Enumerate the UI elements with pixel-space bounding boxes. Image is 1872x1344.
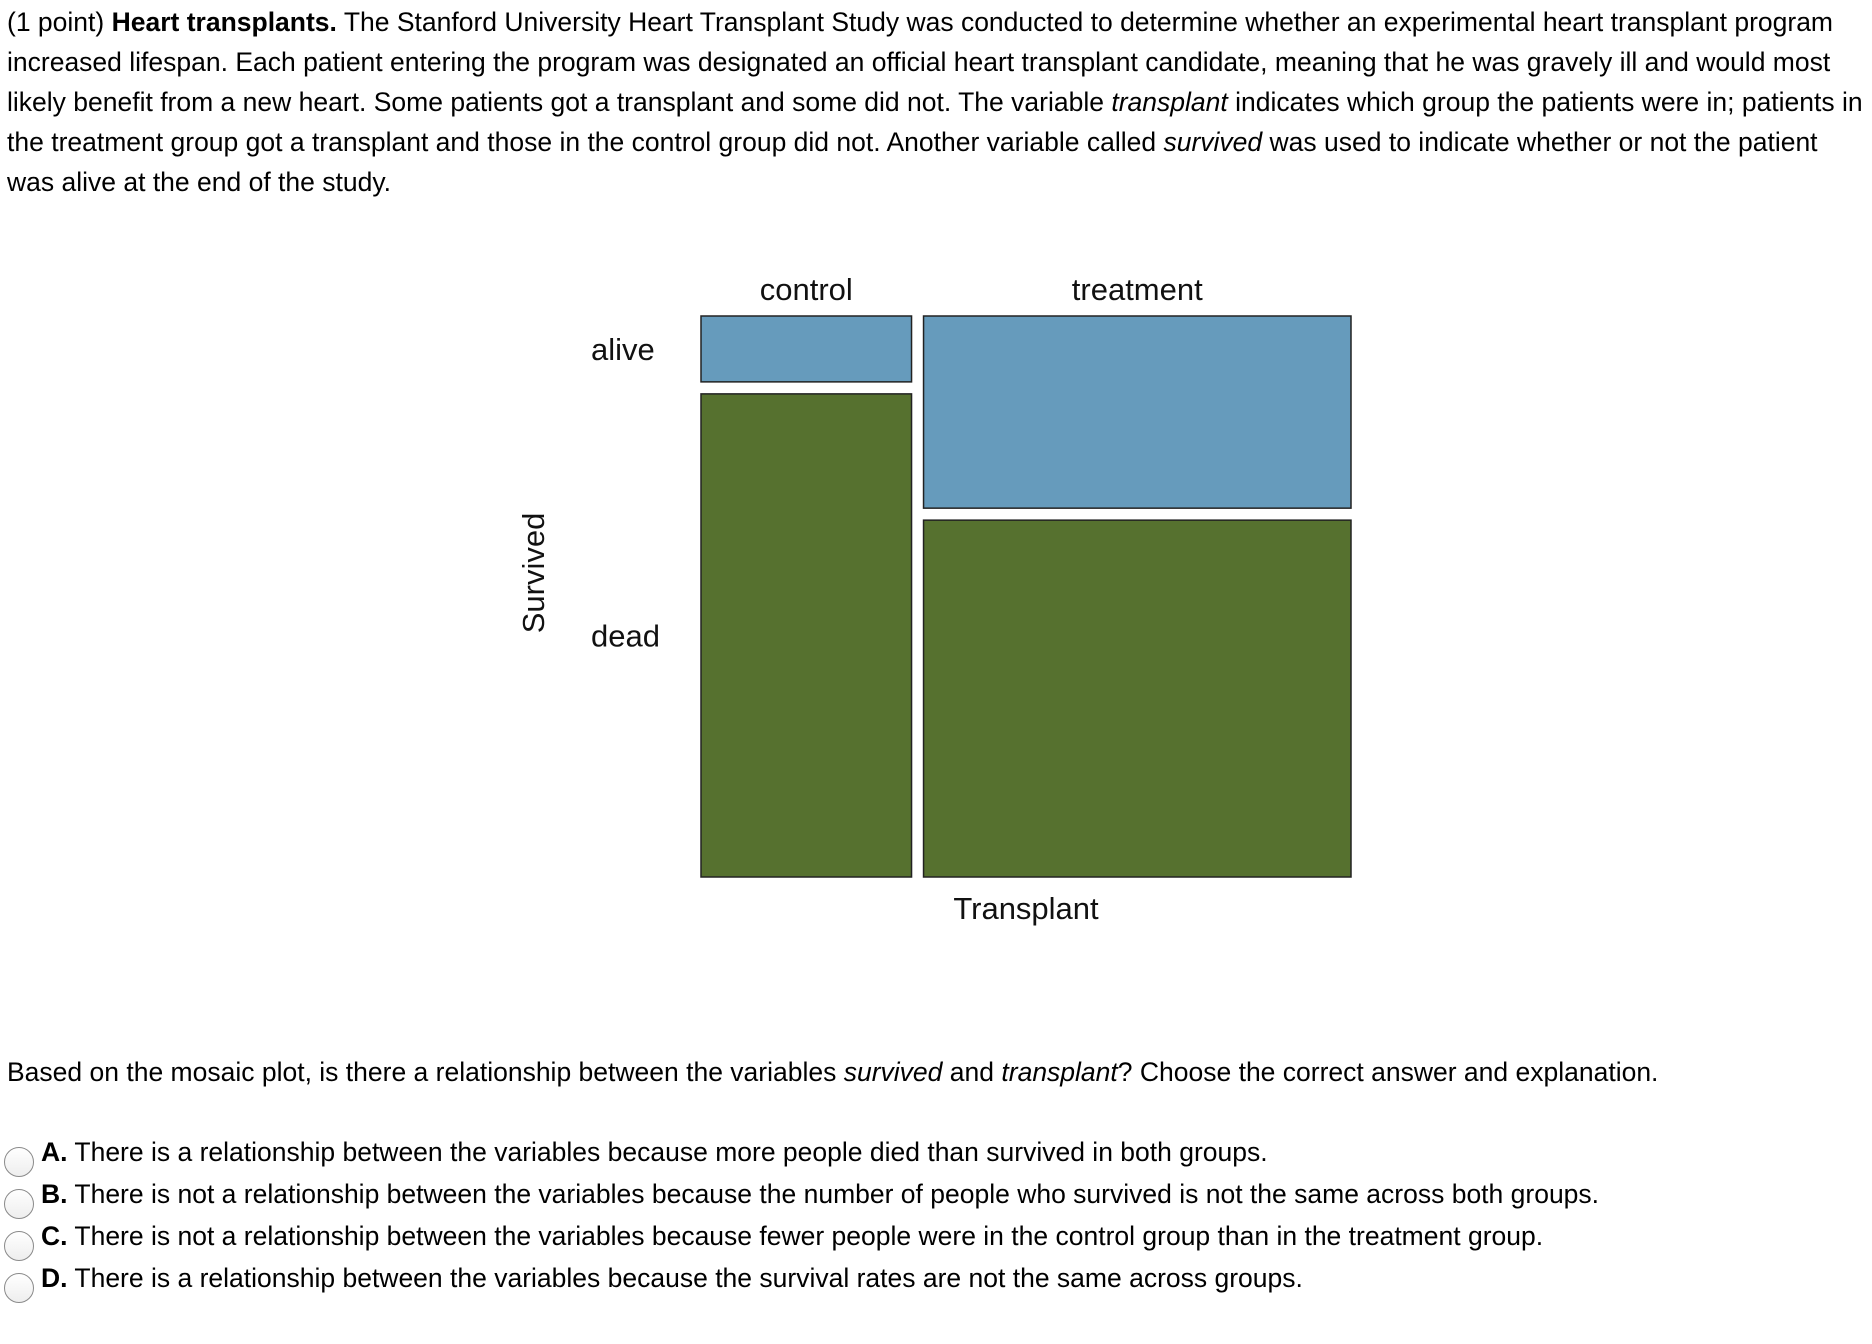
mosaic-cell-treatment-dead (924, 520, 1351, 877)
row-label-dead: dead (591, 618, 660, 654)
option-letter: B. (41, 1179, 68, 1209)
option-a[interactable] (0, 1131, 1872, 1173)
problem-points: (1 point) (7, 7, 105, 37)
question-text-1: Based on the mosaic plot, is there a relationship between the variables (7, 1057, 837, 1087)
problem-title: Heart transplants. (111, 7, 337, 37)
option-d[interactable] (0, 1257, 1872, 1299)
question-var-survived: survived (843, 1057, 943, 1087)
option-b[interactable] (0, 1173, 1872, 1215)
option-letter: A. (41, 1137, 68, 1167)
mosaic-cell-control-alive (701, 316, 912, 382)
option-b-text[interactable] (41, 1174, 1599, 1214)
row-label-alive: alive (591, 331, 655, 367)
option-d-text[interactable] (41, 1258, 1303, 1298)
option-a-text[interactable] (41, 1132, 1268, 1172)
mosaic-cell-control-dead (701, 394, 912, 877)
question-text (7, 1052, 1867, 1092)
mosaic-cell-treatment-alive (924, 316, 1351, 508)
option-label: There is not a relationship between the variables because fewer people were in the control group than in the treatment group. (74, 1221, 1544, 1251)
option-letter: D. (41, 1263, 68, 1293)
question-text-2: and (949, 1057, 995, 1087)
problem-text-3: was used to indicate whether or not the patient was alive at the end of the study. (7, 127, 1818, 197)
variable-transplant: transplant (1111, 87, 1228, 117)
question-text-3: ? Choose the correct answer and explanation. (1117, 1057, 1659, 1087)
x-axis-label: Transplant (953, 891, 1099, 926)
answer-options (0, 1131, 1872, 1299)
option-letter: C. (41, 1221, 68, 1251)
option-label: There is not a relationship between the variables because the number of people who survived is not the same across both groups. (74, 1179, 1600, 1209)
problem-statement (7, 2, 1867, 202)
option-c-text[interactable] (41, 1216, 1543, 1256)
problem-text-1: The Stanford University Heart Transplant Study was conducted to determine whether an experimental heart transplant program increased lifespan. Each patient entering the program was designated an official heart transplant candidate, meaning that he was gravely ill and would most likely benefit from a new heart. Some patients got a transplant and some did not. The variable (7, 7, 1834, 117)
column-label-control: control (759, 272, 853, 307)
mosaic-plot (0, 250, 1872, 950)
radio-option-d[interactable] (4, 1273, 34, 1303)
variable-survived: survived (1163, 127, 1263, 157)
option-label: There is a relationship between the variables because more people died than survived in both groups. (74, 1137, 1268, 1167)
column-label-treatment: treatment (1071, 272, 1203, 307)
option-label: There is a relationship between the variables because the survival rates are not the same across groups. (74, 1263, 1303, 1293)
problem-text-2: indicates which group the patients were in; patients in the treatment group got a transplant and those in the control group did not. Another variable called (7, 87, 1863, 157)
y-axis-label: Survived (516, 512, 551, 634)
question-var-transplant: transplant (1001, 1057, 1118, 1087)
option-c[interactable] (0, 1215, 1872, 1257)
